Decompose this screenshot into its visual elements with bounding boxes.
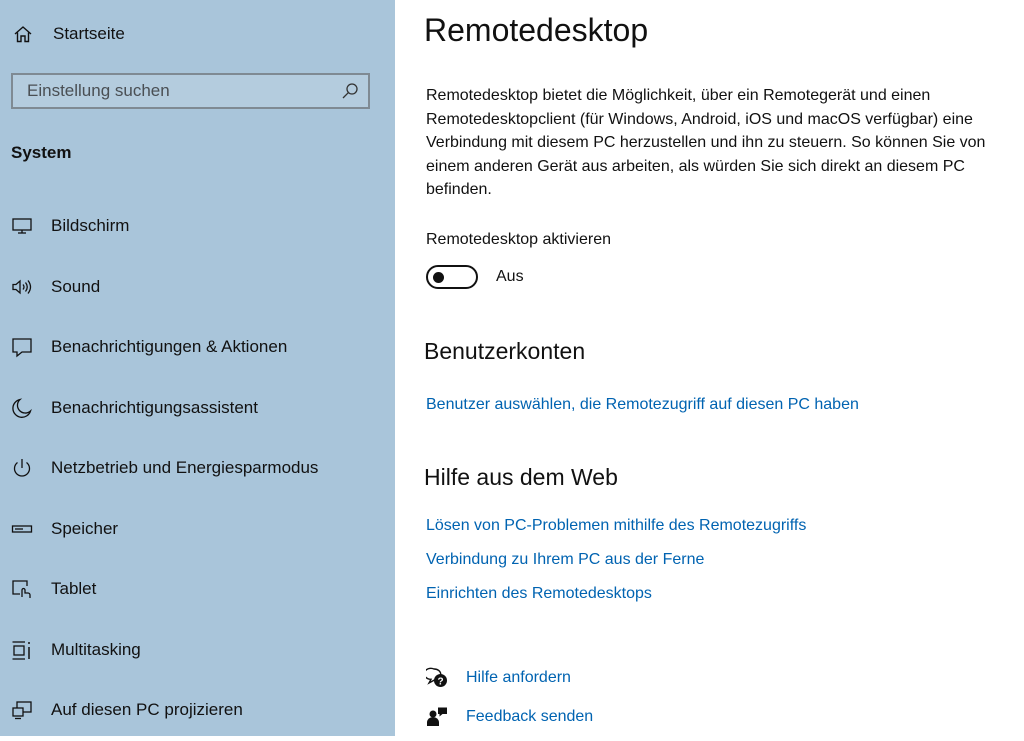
sidebar-item-sound[interactable] [0,257,395,318]
monitor-icon [11,215,33,237]
feedback-icon [426,706,448,728]
select-users-link[interactable]: Benutzer auswählen, die Remotezugriff auf diesen PC haben [426,396,859,413]
toggle-state: Aus [496,268,524,285]
web-link-troubleshoot[interactable]: Lösen von PC-Problemen mithilfe des Remotezugriffs [426,517,807,534]
sidebar-item-label: Benachrichtigungen & Aktionen [51,337,288,357]
sidebar-item-benachrichtigungsassistent[interactable] [0,378,395,439]
power-icon [11,457,33,479]
project-icon [11,699,33,721]
sidebar [0,0,395,736]
page-title: Remotedesktop [424,12,649,48]
sidebar-item-label: Benachrichtigungsassistent [51,397,258,417]
sidebar-nav [0,196,395,741]
storage-icon [11,518,33,540]
help-chat-icon [426,667,448,689]
remote-desktop-toggle[interactable] [426,265,478,289]
web-link-setup[interactable]: Einrichten des Remotedesktops [426,585,652,602]
sidebar-item-label: Sound [51,276,101,296]
sidebar-item-benachrichtigungen[interactable] [0,317,395,378]
home-label: Startseite [53,24,125,43]
sidebar-item-netzbetrieb[interactable] [0,438,395,499]
speaker-icon [11,276,33,298]
search-box[interactable] [11,73,370,109]
home-nav-item[interactable] [12,20,125,48]
web-help-heading: Hilfe aus dem Web [424,464,618,490]
search-icon[interactable] [340,81,360,101]
sidebar-item-tablet[interactable] [0,559,395,620]
sidebar-item-projizieren[interactable] [0,680,395,741]
sidebar-item-label: Tablet [51,579,97,599]
sidebar-item-speicher[interactable] [0,499,395,560]
sidebar-item-bildschirm[interactable] [0,196,395,257]
search-input[interactable] [13,75,340,107]
toggle-label: Remotedesktop aktivieren [426,231,611,248]
description: Remotedesktop bietet die Möglichkeit, über ein Remotegerät und einen Remotedesktopclient (für Windows, Android, iOS und macOS verfügbar) eine Verbindung mit diesem PC herzustellen und ihn zu steuern. So können Sie von einem anderen Gerät aus arbeiten, als würden Sie sich direkt an diesem PC befinden. [426,87,986,198]
home-icon [12,23,34,45]
sidebar-item-label: Speicher [51,518,119,538]
web-link-connect[interactable]: Verbindung zu Ihrem PC aus der Ferne [426,551,705,568]
sidebar-item-label: Multitasking [51,639,141,659]
get-help-label: Hilfe anfordern [466,669,571,686]
toggle-knob [433,272,444,283]
sidebar-item-label: Auf diesen PC projizieren [51,700,243,720]
feedback-label: Feedback senden [466,708,594,725]
sidebar-item-label: Netzbetrieb und Energiesparmodus [51,458,319,478]
get-help-link[interactable] [426,667,571,689]
feedback-link[interactable] [426,706,593,728]
sidebar-item-multitasking[interactable] [0,620,395,681]
moon-icon [11,397,33,419]
notification-icon [11,336,33,358]
tablet-icon [11,578,33,600]
accounts-heading: Benutzerkonten [424,338,586,364]
sidebar-item-label: Bildschirm [51,216,130,236]
section-title: System [11,143,72,162]
multitasking-icon [11,639,33,661]
svg-text:?: ? [437,676,444,688]
